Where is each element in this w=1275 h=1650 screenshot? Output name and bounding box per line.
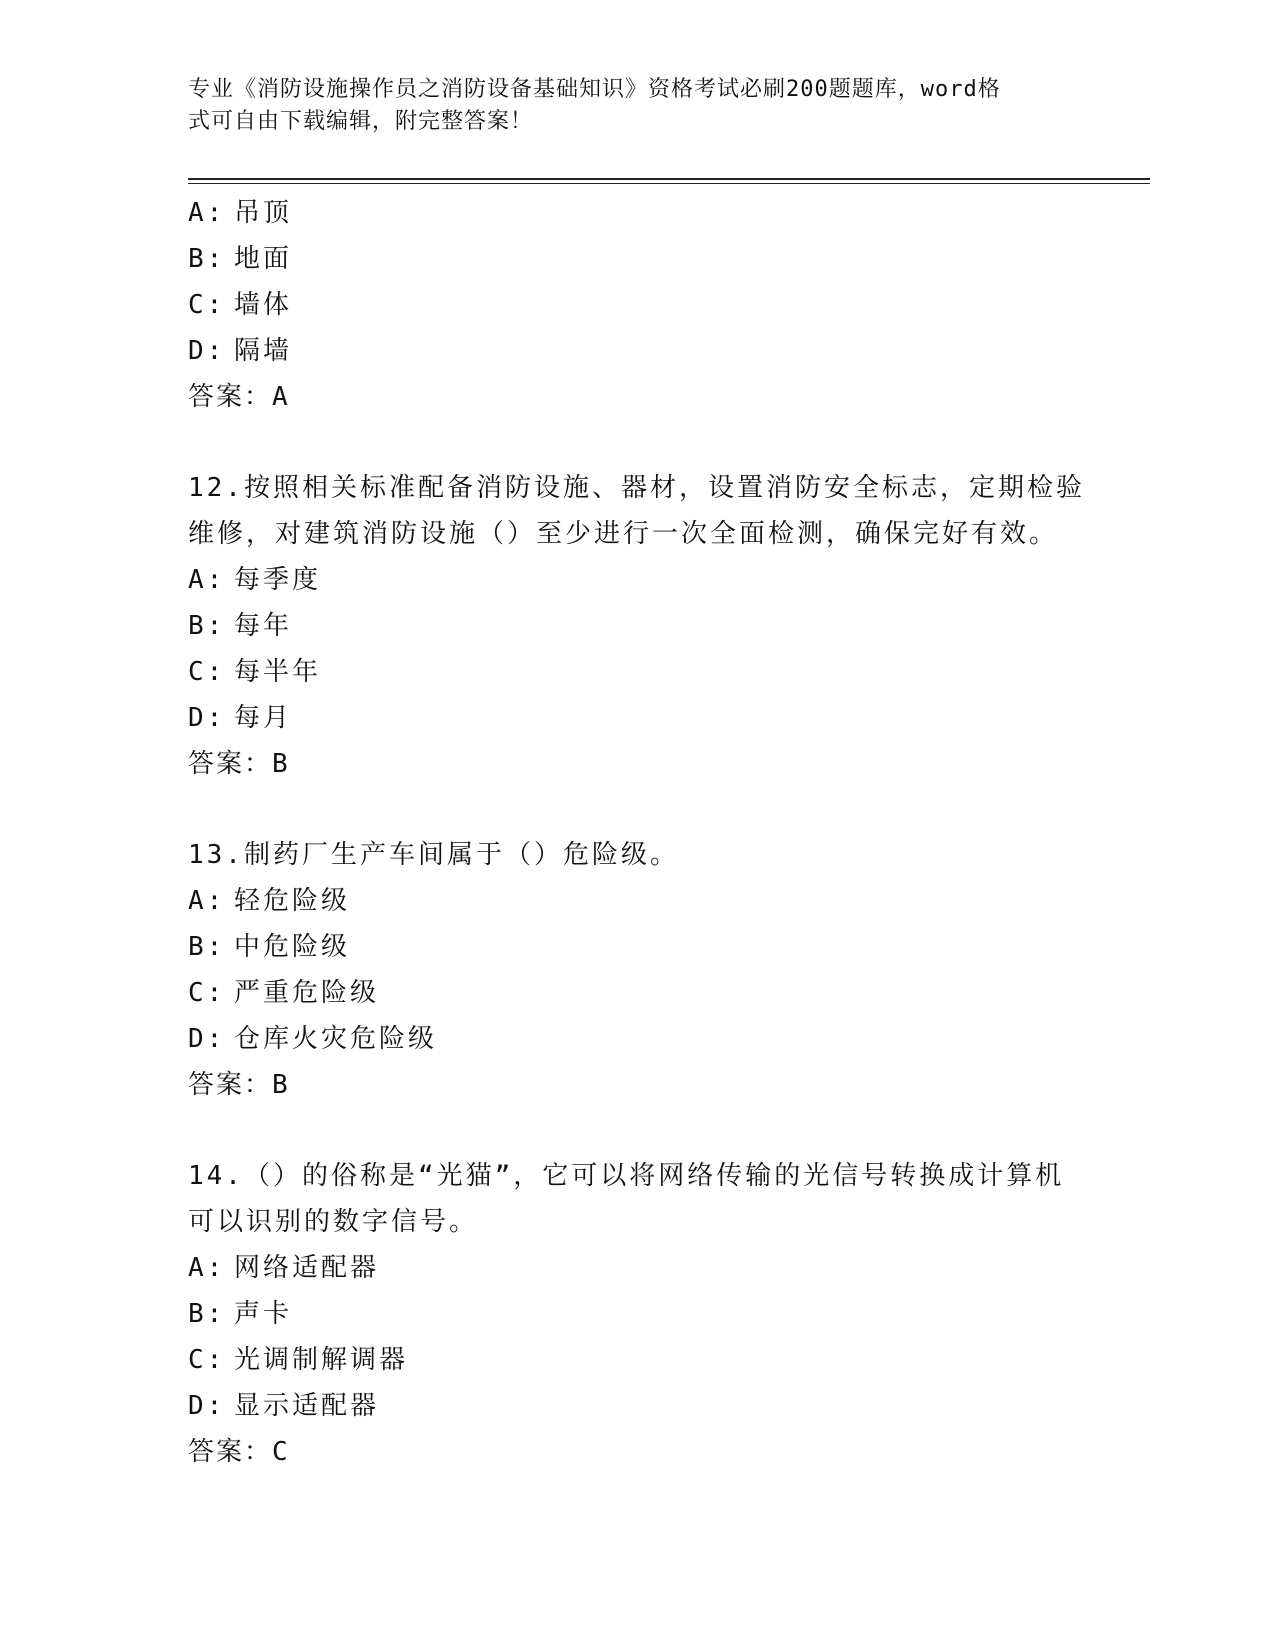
option-letter: D:: [188, 1391, 226, 1421]
option-d: [188, 695, 1088, 741]
option-text: 轻危险级: [234, 886, 351, 916]
option-d: [188, 1016, 1088, 1062]
question-stem-line-1: 13.制药厂生产车间属于（）危险级。: [188, 840, 679, 870]
option-b: [188, 603, 1088, 649]
option-c: [188, 282, 1088, 328]
option-c: [188, 970, 1088, 1016]
option-letter: C:: [188, 1345, 226, 1375]
option-d: [188, 328, 1088, 374]
option-d: [188, 1383, 1088, 1429]
option-letter: D:: [188, 1024, 226, 1054]
question-list: [188, 190, 1088, 1475]
option-a: [188, 190, 1088, 236]
option-a: [188, 1245, 1088, 1291]
answer-line: 答案：B: [188, 1070, 290, 1100]
option-letter: B:: [188, 244, 226, 274]
header-divider-thin: [188, 183, 1150, 184]
option-text: 隔墙: [234, 336, 293, 366]
option-text: 仓库火灾危险级: [234, 1024, 438, 1054]
option-text: 每月: [234, 703, 293, 733]
question-stem-line-2: 维修，对建筑消防设施（）至少进行一次全面检测，确保完好有效。: [188, 519, 1059, 549]
option-letter: A:: [188, 886, 226, 916]
option-b: [188, 1291, 1088, 1337]
option-letter: C:: [188, 290, 226, 320]
answer-line: 答案：C: [188, 1437, 290, 1467]
option-letter: A:: [188, 1253, 226, 1283]
question-14: [188, 1153, 1088, 1475]
option-c: [188, 1337, 1088, 1383]
option-b: [188, 236, 1088, 282]
document-header: [188, 74, 1088, 138]
option-letter: B:: [188, 611, 226, 641]
option-letter: D:: [188, 336, 226, 366]
option-a: [188, 878, 1088, 924]
question-stem-line-1: 12.按照相关标准配备消防设施、器材，设置消防安全标志，定期检验: [188, 473, 1085, 503]
option-text: 声卡: [234, 1299, 293, 1329]
question-12: [188, 465, 1088, 787]
option-c: [188, 649, 1088, 695]
header-line-2: 式可自由下载编辑，附完整答案！: [188, 109, 534, 134]
option-letter: C:: [188, 978, 226, 1008]
header-line-1: 专业《消防设施操作员之消防设备基础知识》资格考试必刷200题题库，word格: [188, 77, 1001, 102]
option-text: 严重危险级: [234, 978, 380, 1008]
answer-line: 答案：A: [188, 382, 290, 412]
answer-line: 答案：B: [188, 749, 290, 779]
question-11: [188, 190, 1088, 420]
option-text: 墙体: [234, 290, 293, 320]
option-letter: A:: [188, 198, 226, 228]
question-13: [188, 832, 1088, 1108]
option-text: 每半年: [234, 657, 322, 687]
option-letter: B:: [188, 1299, 226, 1329]
option-text: 每季度: [234, 565, 322, 595]
option-a: [188, 557, 1088, 603]
option-letter: A:: [188, 565, 226, 595]
option-text: 网络适配器: [234, 1253, 380, 1283]
question-stem-line-2: 可以识别的数字信号。: [188, 1207, 479, 1237]
option-text: 显示适配器: [234, 1391, 380, 1421]
option-text: 地面: [234, 244, 293, 274]
option-text: 中危险级: [234, 932, 351, 962]
option-letter: D:: [188, 703, 226, 733]
option-b: [188, 924, 1088, 970]
option-letter: B:: [188, 932, 226, 962]
option-text: 光调制解调器: [234, 1345, 409, 1375]
option-letter: C:: [188, 657, 226, 687]
option-text: 每年: [234, 611, 293, 641]
header-divider-thick: [188, 178, 1150, 180]
option-text: 吊顶: [234, 198, 293, 228]
question-stem-line-1: 14.（）的俗称是“光猫”，它可以将网络传输的光信号转换成计算机: [188, 1161, 1065, 1191]
